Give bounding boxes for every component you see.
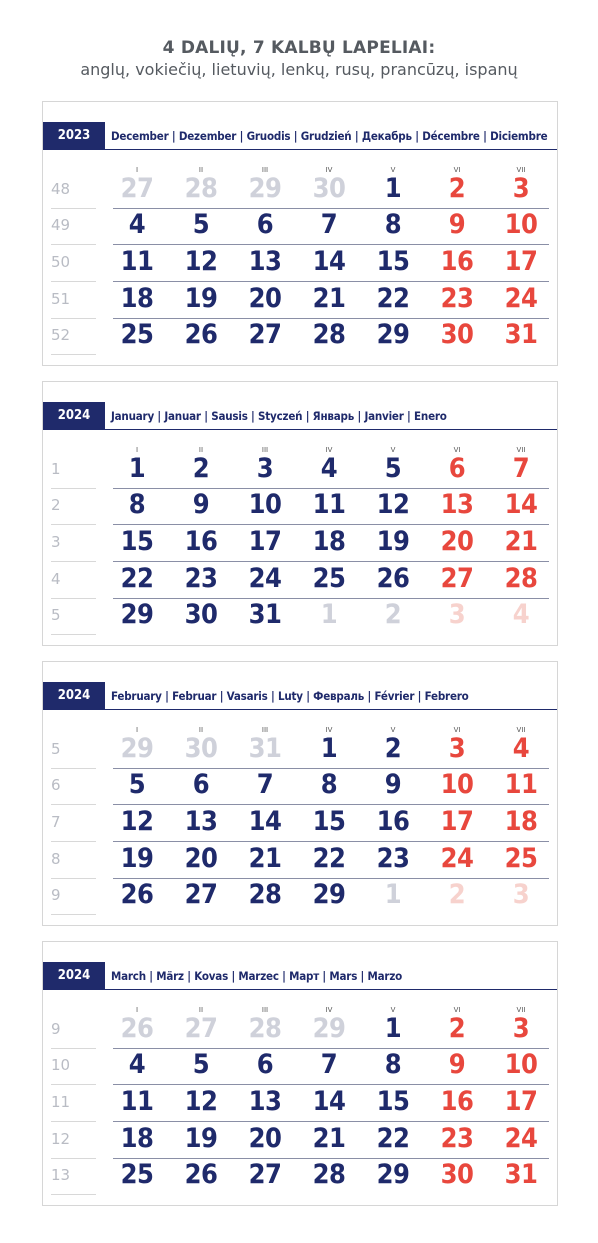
day-cell: 21 [312, 1123, 346, 1154]
month-names: February | Februar | Vasaris | Luty | Февраль | Février | Febrero [111, 689, 469, 703]
week-number: 12 [51, 1130, 71, 1148]
day-cell: 29 [312, 879, 346, 910]
day-cell: 5 [128, 769, 146, 800]
month-panel [42, 941, 558, 1206]
row-divider [113, 1121, 549, 1122]
day-cell: 6 [256, 1049, 274, 1080]
day-cell: 14 [312, 246, 346, 277]
month-names: March | März | Kovas | Marzec | Март | Mars | Marzo [111, 969, 403, 983]
week-divider [51, 1048, 96, 1049]
day-cell: 31 [504, 319, 538, 350]
weekday-label: VI [453, 166, 461, 174]
day-cell: 1 [384, 879, 402, 910]
weekday-label: V [390, 1006, 396, 1014]
day-cell: 20 [440, 526, 474, 557]
day-cell: 23 [376, 843, 410, 874]
weekday-label: II [198, 1006, 204, 1014]
weekday-label: V [390, 446, 396, 454]
day-cell: 30 [440, 1159, 474, 1190]
day-cell: 27 [120, 173, 154, 204]
weekday-label: I [135, 1006, 139, 1014]
month-panel [42, 661, 558, 926]
week-divider [51, 318, 96, 319]
row-divider [113, 841, 549, 842]
day-cell: 18 [504, 806, 538, 837]
day-cell: 12 [184, 246, 218, 277]
week-divider [51, 1194, 96, 1195]
day-cell: 29 [376, 1159, 410, 1190]
day-cell: 18 [312, 526, 346, 557]
day-cell: 2 [448, 879, 466, 910]
day-cell: 10 [248, 489, 282, 520]
row-divider [113, 804, 549, 805]
header-divider [43, 429, 557, 430]
day-cell: 5 [192, 1049, 210, 1080]
weekday-label: IV [325, 1006, 333, 1014]
week-divider [51, 281, 96, 282]
day-cell: 22 [376, 283, 410, 314]
day-cell: 6 [192, 769, 210, 800]
day-cell: 16 [440, 1086, 474, 1117]
day-cell: 3 [512, 879, 530, 910]
day-cell: 10 [504, 209, 538, 240]
day-cell: 3 [512, 1013, 530, 1044]
day-cell: 28 [504, 563, 538, 594]
day-cell: 13 [248, 246, 282, 277]
day-cell: 1 [384, 173, 402, 204]
day-cell: 3 [448, 733, 466, 764]
row-divider [113, 561, 549, 562]
day-cell: 12 [184, 1086, 218, 1117]
week-number: 2 [51, 496, 61, 514]
subtitle: anglų, vokiečių, lietuvių, lenkų, rusų, prancūzų, ispanų [80, 60, 518, 79]
day-cell: 15 [312, 806, 346, 837]
weekday-label: III [261, 726, 269, 734]
week-number: 11 [51, 1093, 71, 1111]
day-cell: 9 [448, 1049, 466, 1080]
day-cell: 5 [384, 453, 402, 484]
day-cell: 26 [376, 563, 410, 594]
day-cell: 22 [120, 563, 154, 594]
day-cell: 25 [312, 563, 346, 594]
week-divider [51, 841, 96, 842]
week-divider [51, 561, 96, 562]
day-cell: 4 [320, 453, 338, 484]
day-cell: 27 [184, 879, 218, 910]
weekday-label: VII [516, 1006, 526, 1014]
month-panel [42, 101, 558, 366]
week-divider [51, 1084, 96, 1085]
weekday-label: II [198, 446, 204, 454]
day-cell: 4 [128, 209, 146, 240]
day-cell: 11 [120, 246, 154, 277]
day-cell: 31 [248, 733, 282, 764]
day-cell: 3 [448, 599, 466, 630]
week-divider [51, 488, 96, 489]
day-cell: 20 [248, 283, 282, 314]
week-number: 8 [51, 850, 61, 868]
week-number: 48 [51, 180, 71, 198]
week-number: 3 [51, 533, 61, 551]
week-number: 10 [51, 1056, 71, 1074]
day-cell: 30 [184, 733, 218, 764]
day-cell: 8 [320, 769, 338, 800]
weekday-label: II [198, 166, 204, 174]
day-cell: 13 [440, 489, 474, 520]
day-cell: 7 [320, 1049, 338, 1080]
week-divider [51, 1158, 96, 1159]
day-cell: 8 [384, 209, 402, 240]
week-divider [51, 208, 96, 209]
day-cell: 1 [384, 1013, 402, 1044]
year-badge: 2024 [43, 682, 105, 710]
week-divider [51, 634, 96, 635]
day-cell: 15 [376, 1086, 410, 1117]
day-cell: 17 [440, 806, 474, 837]
day-cell: 7 [320, 209, 338, 240]
day-cell: 14 [312, 1086, 346, 1117]
day-cell: 17 [504, 1086, 538, 1117]
day-cell: 27 [248, 319, 282, 350]
day-cell: 16 [440, 246, 474, 277]
week-divider [51, 524, 96, 525]
week-number: 51 [51, 290, 71, 308]
day-cell: 4 [512, 599, 530, 630]
week-number: 1 [51, 460, 61, 478]
weekday-label: I [135, 446, 139, 454]
week-divider [51, 1121, 96, 1122]
weekday-label: III [261, 166, 269, 174]
header-divider [43, 149, 557, 150]
day-cell: 2 [448, 1013, 466, 1044]
weekday-label: VII [516, 446, 526, 454]
day-cell: 28 [312, 319, 346, 350]
day-cell: 18 [120, 1123, 154, 1154]
year-badge: 2024 [43, 962, 105, 990]
weekday-label: VI [453, 446, 461, 454]
day-cell: 29 [376, 319, 410, 350]
row-divider [113, 244, 549, 245]
day-cell: 26 [120, 879, 154, 910]
day-cell: 2 [192, 453, 210, 484]
day-cell: 29 [120, 733, 154, 764]
day-cell: 21 [504, 526, 538, 557]
day-cell: 11 [120, 1086, 154, 1117]
day-cell: 8 [128, 489, 146, 520]
day-cell: 11 [312, 489, 346, 520]
day-cell: 15 [120, 526, 154, 557]
day-cell: 31 [248, 599, 282, 630]
weekday-label: III [261, 1006, 269, 1014]
day-cell: 28 [248, 1013, 282, 1044]
day-cell: 19 [184, 1123, 218, 1154]
day-cell: 10 [504, 1049, 538, 1080]
weekday-label: IV [325, 726, 333, 734]
week-number: 4 [51, 570, 61, 588]
title: 4 DALIŲ, 7 KALBŲ LAPELIAI: [162, 38, 436, 58]
day-cell: 12 [376, 489, 410, 520]
day-cell: 15 [376, 246, 410, 277]
week-divider [51, 804, 96, 805]
day-cell: 6 [448, 453, 466, 484]
week-number: 9 [51, 1020, 61, 1038]
week-number: 5 [51, 606, 61, 624]
day-cell: 14 [248, 806, 282, 837]
day-cell: 22 [376, 1123, 410, 1154]
day-cell: 29 [312, 1013, 346, 1044]
day-cell: 6 [256, 209, 274, 240]
day-cell: 3 [256, 453, 274, 484]
day-cell: 16 [376, 806, 410, 837]
day-cell: 26 [120, 1013, 154, 1044]
day-cell: 7 [256, 769, 274, 800]
day-cell: 10 [440, 769, 474, 800]
week-number: 9 [51, 886, 61, 904]
day-cell: 13 [248, 1086, 282, 1117]
week-divider [51, 768, 96, 769]
day-cell: 28 [312, 1159, 346, 1190]
header-divider [43, 709, 557, 710]
day-cell: 19 [184, 283, 218, 314]
day-cell: 26 [184, 1159, 218, 1190]
day-cell: 13 [184, 806, 218, 837]
day-cell: 19 [120, 843, 154, 874]
week-divider [51, 354, 96, 355]
week-number: 52 [51, 326, 71, 344]
day-cell: 16 [184, 526, 218, 557]
day-cell: 27 [184, 1013, 218, 1044]
day-cell: 8 [384, 1049, 402, 1080]
day-cell: 2 [384, 733, 402, 764]
day-cell: 20 [184, 843, 218, 874]
day-cell: 14 [504, 489, 538, 520]
day-cell: 24 [440, 843, 474, 874]
day-cell: 9 [192, 489, 210, 520]
weekday-label: V [390, 166, 396, 174]
day-cell: 2 [384, 599, 402, 630]
day-cell: 1 [128, 453, 146, 484]
day-cell: 24 [504, 283, 538, 314]
month-panel [42, 381, 558, 646]
weekday-label: IV [325, 446, 333, 454]
weekday-label: VII [516, 726, 526, 734]
day-cell: 4 [128, 1049, 146, 1080]
week-divider [51, 914, 96, 915]
year-badge: 2024 [43, 402, 105, 430]
day-cell: 23 [440, 1123, 474, 1154]
month-names: December | Dezember | Gruodis | Grudzień | Декабрь | Décembre | Diciembre [111, 129, 548, 143]
day-cell: 24 [248, 563, 282, 594]
week-number: 49 [51, 216, 71, 234]
weekday-label: IV [325, 166, 333, 174]
week-number: 50 [51, 253, 71, 271]
weekday-label: III [261, 446, 269, 454]
weekday-label: V [390, 726, 396, 734]
day-cell: 27 [248, 1159, 282, 1190]
year-badge: 2023 [43, 122, 105, 150]
row-divider [113, 1084, 549, 1085]
week-divider [51, 244, 96, 245]
day-cell: 30 [440, 319, 474, 350]
day-cell: 1 [320, 599, 338, 630]
week-number: 6 [51, 776, 61, 794]
day-cell: 5 [192, 209, 210, 240]
day-cell: 11 [504, 769, 538, 800]
month-names: January | Januar | Sausis | Styczeń | Январь | Janvier | Enero [111, 409, 447, 423]
day-cell: 4 [512, 733, 530, 764]
day-cell: 21 [312, 283, 346, 314]
day-cell: 9 [384, 769, 402, 800]
day-cell: 23 [184, 563, 218, 594]
day-cell: 2 [448, 173, 466, 204]
day-cell: 31 [504, 1159, 538, 1190]
row-divider [113, 524, 549, 525]
day-cell: 25 [504, 843, 538, 874]
day-cell: 17 [248, 526, 282, 557]
header-divider [43, 989, 557, 990]
day-cell: 1 [320, 733, 338, 764]
day-cell: 27 [440, 563, 474, 594]
day-cell: 29 [120, 599, 154, 630]
weekday-label: I [135, 166, 139, 174]
row-divider [113, 281, 549, 282]
day-cell: 28 [248, 879, 282, 910]
day-cell: 9 [448, 209, 466, 240]
week-number: 7 [51, 813, 61, 831]
day-cell: 29 [248, 173, 282, 204]
weekday-label: II [198, 726, 204, 734]
weekday-label: VI [453, 726, 461, 734]
day-cell: 22 [312, 843, 346, 874]
day-cell: 25 [120, 1159, 154, 1190]
day-cell: 18 [120, 283, 154, 314]
day-cell: 19 [376, 526, 410, 557]
week-divider [51, 598, 96, 599]
day-cell: 3 [512, 173, 530, 204]
day-cell: 25 [120, 319, 154, 350]
day-cell: 28 [184, 173, 218, 204]
week-divider [51, 878, 96, 879]
week-number: 13 [51, 1166, 71, 1184]
day-cell: 26 [184, 319, 218, 350]
day-cell: 30 [184, 599, 218, 630]
weekday-label: VI [453, 1006, 461, 1014]
week-number: 5 [51, 740, 61, 758]
day-cell: 23 [440, 283, 474, 314]
day-cell: 30 [312, 173, 346, 204]
weekday-label: I [135, 726, 139, 734]
day-cell: 24 [504, 1123, 538, 1154]
weekday-label: VII [516, 166, 526, 174]
day-cell: 12 [120, 806, 154, 837]
day-cell: 17 [504, 246, 538, 277]
day-cell: 7 [512, 453, 530, 484]
day-cell: 21 [248, 843, 282, 874]
day-cell: 20 [248, 1123, 282, 1154]
